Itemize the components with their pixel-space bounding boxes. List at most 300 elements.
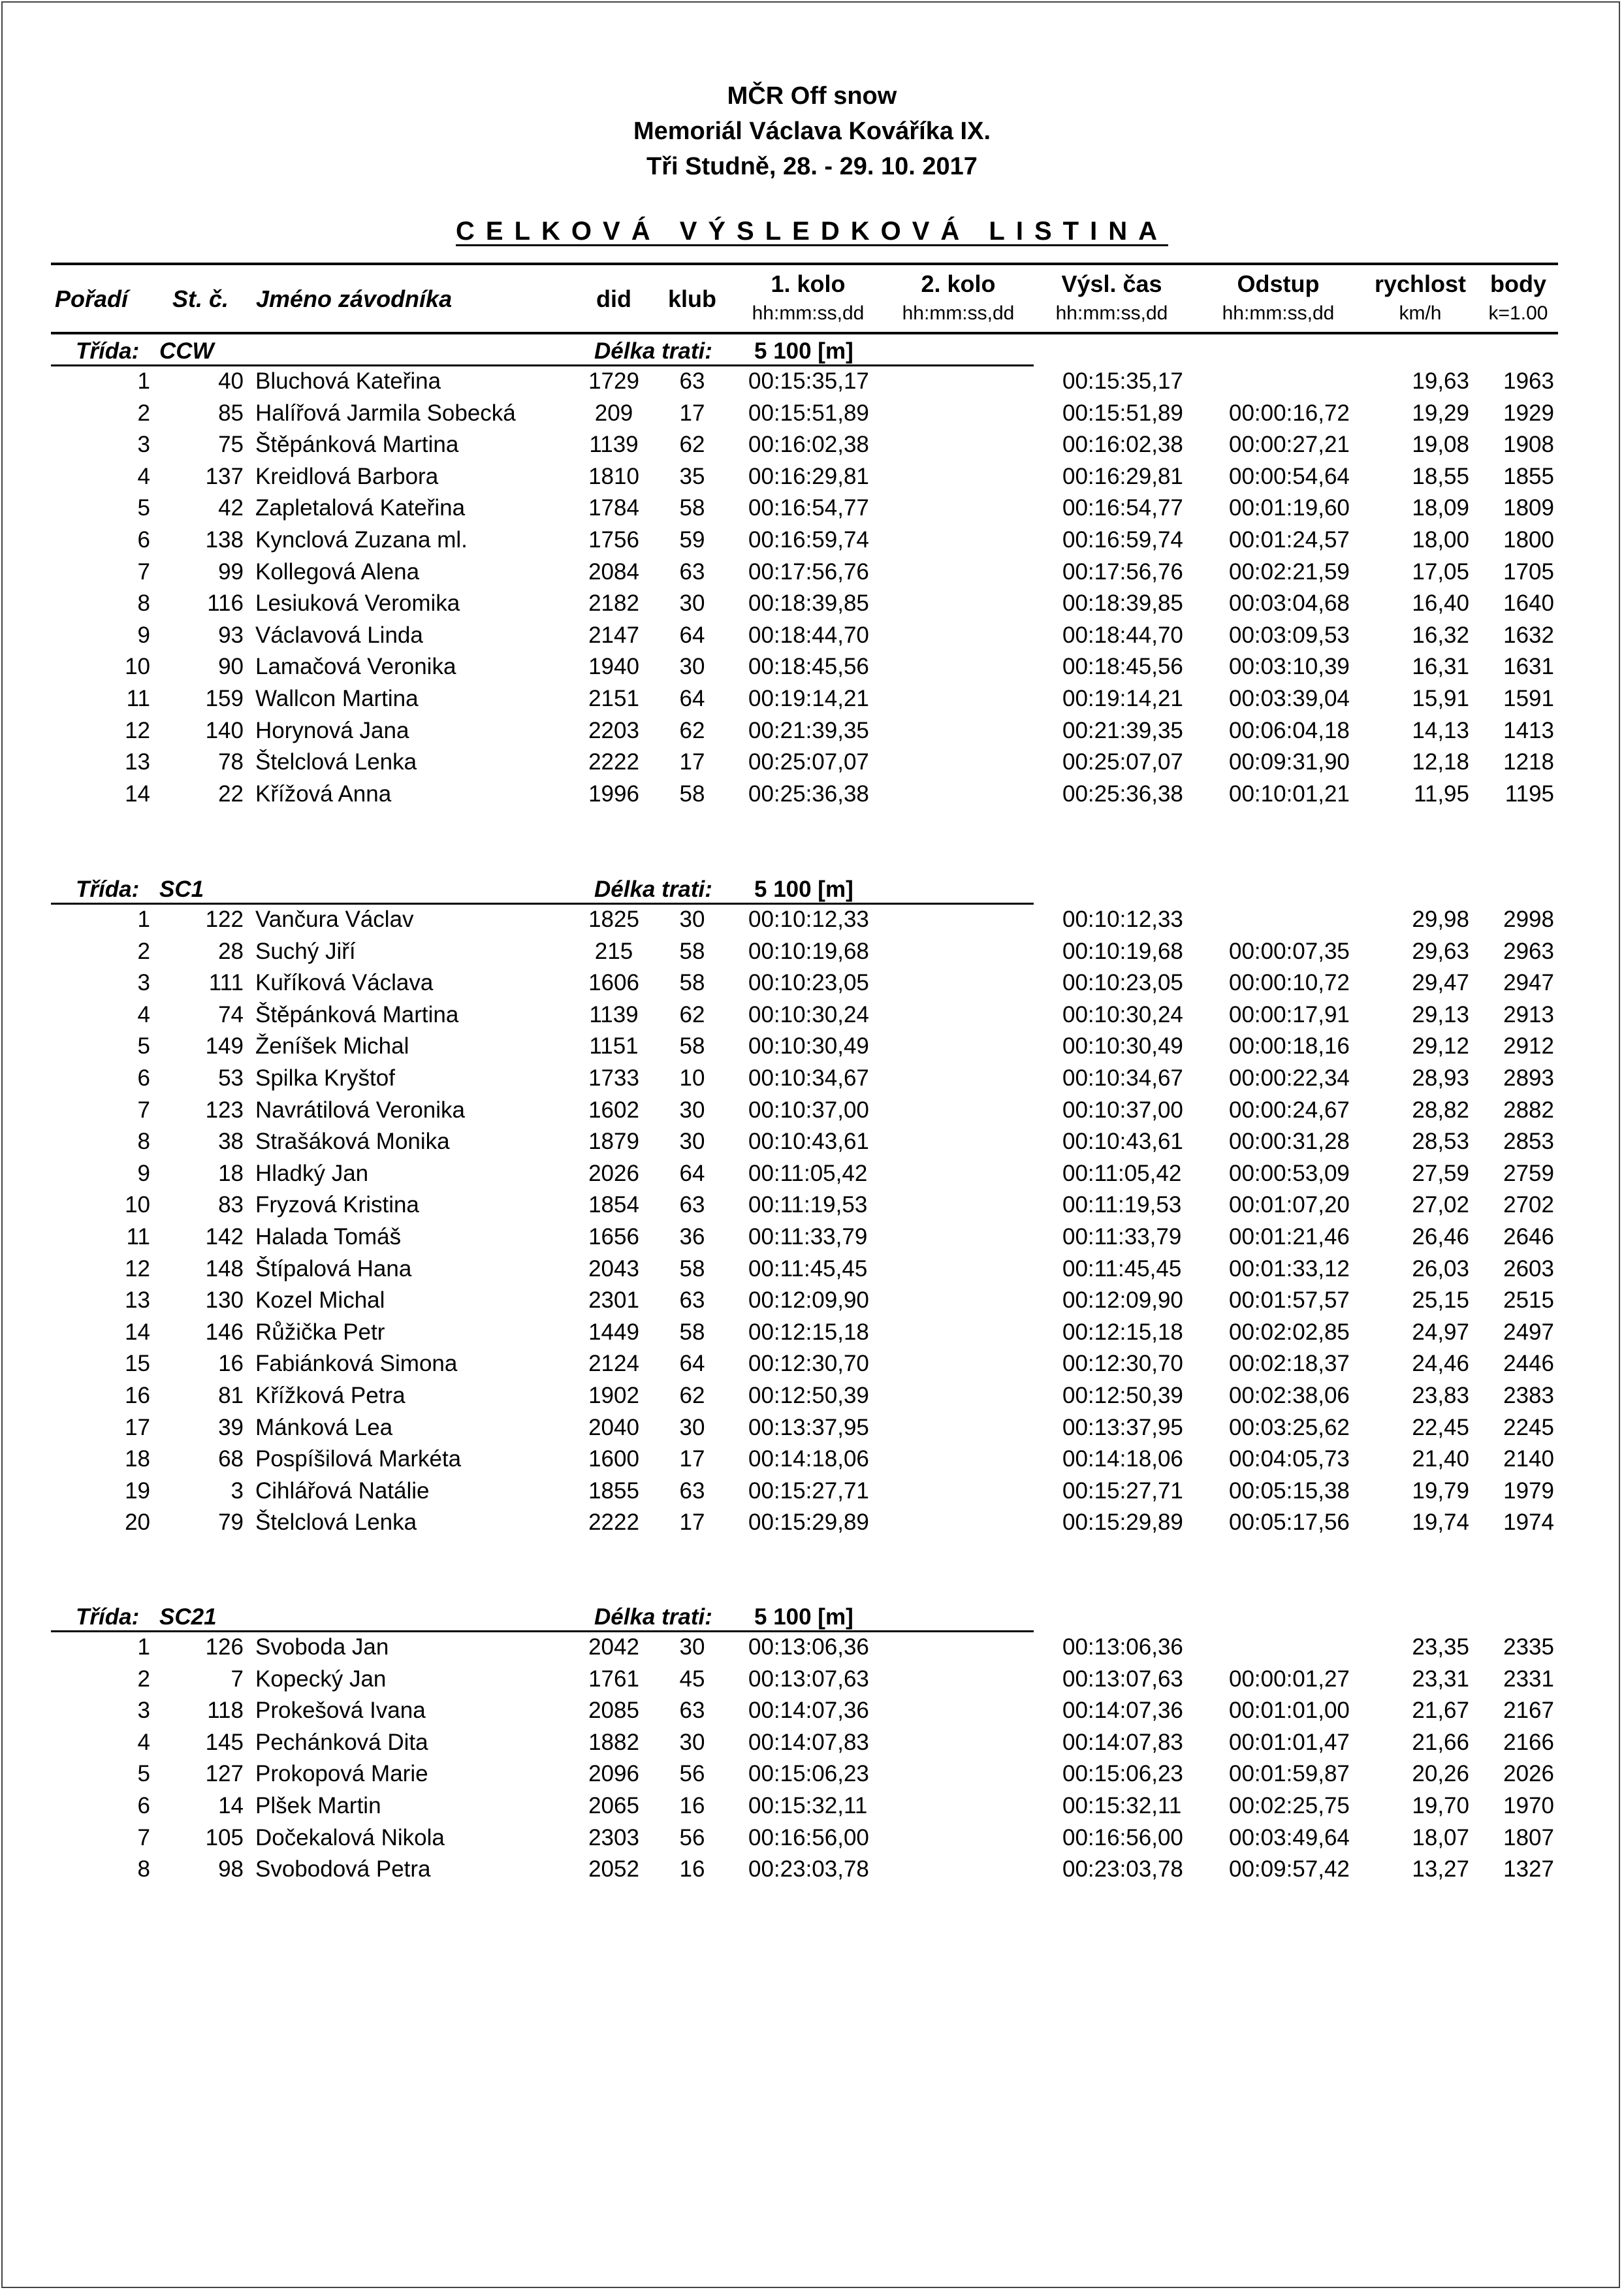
- cell-poradi: 3: [137, 1698, 150, 1724]
- cell-did: 2203: [588, 717, 639, 743]
- result-row: [0, 999, 1624, 1031]
- col-unit-body: k=1.00: [1488, 302, 1548, 324]
- cell-klub: 30: [679, 1097, 705, 1123]
- cell-body: 2166: [1503, 1729, 1554, 1755]
- cell-did: 1825: [588, 907, 639, 932]
- cell-jmeno: Růžička Petr: [255, 1319, 385, 1345]
- result-row: [0, 557, 1624, 588]
- result-row: [0, 1317, 1624, 1348]
- col-unit-odstup: hh:mm:ss,dd: [1222, 302, 1335, 324]
- cell-jmeno: Lamačová Veronika: [255, 654, 456, 680]
- cell-rychlost: 11,95: [1414, 781, 1469, 807]
- cell-stc: 130: [205, 1287, 244, 1314]
- cell-stc: 22: [218, 781, 244, 807]
- cell-jmeno: Suchý Jiří: [255, 938, 356, 964]
- cell-stc: 74: [218, 1001, 244, 1027]
- cell-rychlost: 21,66: [1412, 1729, 1469, 1755]
- cell-klub: 63: [679, 1192, 705, 1218]
- cell-poradi: 19: [125, 1477, 150, 1504]
- cell-vysl: 00:11:05,42: [1062, 1160, 1182, 1186]
- cell-jmeno: Křížková Petra: [255, 1383, 406, 1408]
- cell-klub: 62: [679, 1383, 705, 1408]
- cell-klub: 17: [679, 400, 705, 426]
- cell-rychlost: 19,74: [1412, 1509, 1469, 1536]
- cell-did: 1761: [588, 1666, 639, 1692]
- result-row: [0, 747, 1624, 778]
- cell-rychlost: 23,31: [1412, 1666, 1469, 1692]
- cell-kolo1: 00:17:56,76: [748, 558, 869, 585]
- cell-stc: 93: [218, 622, 244, 648]
- cell-poradi: 13: [125, 749, 150, 775]
- cell-did: 2065: [588, 1793, 639, 1818]
- cell-body: 2759: [1503, 1160, 1554, 1186]
- cell-kolo1: 00:16:56,00: [748, 1824, 869, 1850]
- cell-klub: 64: [679, 622, 705, 648]
- cell-poradi: 17: [125, 1414, 150, 1440]
- cell-stc: 111: [208, 970, 244, 996]
- cell-poradi: 8: [137, 590, 150, 617]
- cell-odstup: 00:03:09,53: [1229, 622, 1350, 648]
- cell-did: 1139: [589, 1001, 639, 1027]
- cell-body: 2335: [1503, 1634, 1554, 1660]
- cell-rychlost: 15,91: [1412, 686, 1469, 711]
- event-subtitle: Memoriál Václava Kováříka IX.: [633, 118, 991, 145]
- cell-kolo1: 00:23:03,78: [748, 1856, 869, 1882]
- cell-stc: 98: [218, 1856, 244, 1882]
- cell-stc: 85: [218, 400, 244, 426]
- cell-rychlost: 28,53: [1412, 1129, 1469, 1155]
- cell-jmeno: Horynová Jana: [255, 717, 409, 743]
- cell-kolo1: 00:10:43,61: [748, 1129, 869, 1155]
- cell-kolo1: 00:13:06,36: [748, 1634, 869, 1660]
- cell-vysl: 00:13:37,95: [1062, 1414, 1183, 1440]
- cell-poradi: 20: [125, 1509, 150, 1536]
- cell-kolo1: 00:21:39,35: [748, 717, 869, 743]
- cell-odstup: 00:01:07,20: [1229, 1192, 1350, 1218]
- cell-odstup: 00:00:24,67: [1229, 1097, 1350, 1123]
- cell-poradi: 18: [125, 1446, 150, 1472]
- cell-did: 1602: [588, 1097, 639, 1123]
- cell-odstup: 00:02:18,37: [1229, 1351, 1350, 1377]
- cell-did: 215: [594, 938, 633, 964]
- cell-odstup: 00:01:33,12: [1229, 1255, 1350, 1282]
- cell-stc: 138: [205, 527, 244, 553]
- result-row: [0, 1507, 1624, 1538]
- cell-kolo1: 00:12:15,18: [748, 1319, 869, 1345]
- cell-did: 2084: [588, 558, 639, 585]
- cell-kolo1: 00:10:34,67: [748, 1065, 869, 1091]
- cell-klub: 58: [679, 1255, 705, 1282]
- cell-vysl: 00:15:27,71: [1062, 1477, 1183, 1504]
- cell-poradi: 2: [137, 938, 150, 964]
- cell-rychlost: 27,02: [1412, 1192, 1469, 1218]
- cell-rychlost: 14,13: [1412, 717, 1469, 743]
- cell-jmeno: Křížová Anna: [255, 781, 392, 807]
- cell-klub: 45: [679, 1666, 705, 1692]
- result-row: [0, 461, 1624, 492]
- result-row: [0, 1664, 1624, 1695]
- cell-klub: 30: [679, 1414, 705, 1440]
- cell-did: 1756: [588, 527, 639, 553]
- cell-vysl: 00:18:45,56: [1062, 654, 1183, 680]
- cell-did: 1733: [588, 1065, 639, 1091]
- cell-rychlost: 24,97: [1412, 1319, 1469, 1345]
- cell-vysl: 00:18:39,85: [1062, 590, 1183, 617]
- cell-jmeno: Halada Tomáš: [255, 1224, 402, 1250]
- result-row: [0, 1031, 1624, 1062]
- cell-poradi: 1: [137, 1634, 150, 1660]
- cell-jmeno: Fryzová Kristina: [255, 1192, 419, 1218]
- cell-vysl: 00:14:18,06: [1062, 1446, 1183, 1472]
- cell-odstup: 00:01:21,46: [1229, 1224, 1350, 1250]
- cell-poradi: 3: [137, 970, 150, 996]
- cell-klub: 58: [679, 781, 705, 807]
- cell-body: 1591: [1503, 686, 1554, 711]
- cell-odstup: 00:02:38,06: [1229, 1383, 1350, 1408]
- cell-kolo1: 00:11:19,53: [748, 1192, 868, 1218]
- cell-klub: 58: [679, 970, 705, 996]
- result-row: [0, 967, 1624, 999]
- cell-vysl: 00:12:15,18: [1062, 1319, 1183, 1345]
- cell-odstup: 00:03:10,39: [1229, 654, 1350, 680]
- section-header: [0, 336, 1624, 367]
- cell-rychlost: 18,55: [1412, 463, 1469, 489]
- result-row: [0, 904, 1624, 935]
- cell-poradi: 13: [125, 1287, 150, 1314]
- result-row: [0, 429, 1624, 460]
- col-header-vysl: Výsl. čas: [1061, 270, 1162, 297]
- cell-poradi: 6: [137, 1793, 150, 1818]
- cell-stc: 137: [205, 463, 244, 489]
- cell-rychlost: 28,82: [1412, 1097, 1469, 1123]
- cell-odstup: 00:01:57,57: [1229, 1287, 1350, 1314]
- length-label: Délka trati:: [594, 338, 712, 364]
- cell-kolo1: 00:14:07,83: [748, 1729, 869, 1755]
- cell-klub: 58: [679, 495, 705, 521]
- cell-did: 2301: [588, 1287, 639, 1314]
- result-row: [0, 936, 1624, 967]
- cell-body: 1963: [1503, 368, 1554, 394]
- result-row: [0, 1790, 1624, 1822]
- cell-vysl: 00:10:19,68: [1062, 938, 1183, 964]
- cell-did: 1139: [589, 432, 639, 458]
- cell-rychlost: 26,03: [1412, 1255, 1469, 1282]
- cell-jmeno: Ženíšek Michal: [255, 1033, 409, 1059]
- cell-rychlost: 17,05: [1412, 558, 1469, 585]
- result-row: [0, 1285, 1624, 1316]
- cell-vysl: 00:13:06,36: [1062, 1634, 1183, 1660]
- cell-did: 1902: [588, 1383, 639, 1408]
- cell-vysl: 00:16:29,81: [1062, 463, 1183, 489]
- cell-kolo1: 00:15:35,17: [748, 368, 869, 394]
- result-row: [0, 1822, 1624, 1854]
- cell-klub: 64: [679, 1160, 705, 1186]
- cell-klub: 62: [679, 432, 705, 458]
- cell-klub: 58: [679, 1033, 705, 1059]
- cell-stc: 42: [218, 495, 244, 521]
- cell-vysl: 00:21:39,35: [1062, 717, 1183, 743]
- cell-kolo1: 00:11:33,79: [748, 1224, 868, 1250]
- cell-jmeno: Kopecký Jan: [255, 1666, 387, 1692]
- cell-did: 2026: [588, 1160, 639, 1186]
- cell-kolo1: 00:25:07,07: [748, 749, 869, 775]
- cell-klub: 30: [679, 907, 705, 932]
- cell-klub: 16: [679, 1856, 705, 1882]
- cell-klub: 64: [679, 686, 705, 711]
- section-header: [0, 874, 1624, 905]
- col-header-did: did: [596, 285, 631, 312]
- results-title: CELKOVÁ VÝSLEDKOVÁ LISTINA: [456, 217, 1168, 246]
- cell-body: 1970: [1503, 1793, 1554, 1818]
- cell-klub: 30: [679, 654, 705, 680]
- header-bottom-rule: [51, 332, 1558, 334]
- cell-rychlost: 29,63: [1412, 938, 1469, 964]
- cell-rychlost: 29,13: [1412, 1001, 1469, 1027]
- cell-kolo1: 00:16:59,74: [748, 527, 869, 553]
- col-header-body: body: [1490, 270, 1546, 297]
- cell-odstup: 00:05:17,56: [1229, 1509, 1350, 1536]
- cell-stc: 116: [207, 590, 244, 617]
- cell-rychlost: 19,29: [1412, 400, 1469, 426]
- length-value: 5 100 [m]: [754, 1604, 853, 1630]
- cell-kolo1: 00:18:39,85: [748, 590, 869, 617]
- cell-poradi: 4: [137, 1001, 150, 1027]
- cell-jmeno: Dočekalová Nikola: [255, 1824, 445, 1850]
- cell-kolo1: 00:19:14,21: [748, 686, 869, 711]
- col-header-poradi: Pořadí: [55, 285, 129, 312]
- cell-klub: 62: [679, 717, 705, 743]
- cell-did: 1784: [588, 495, 639, 521]
- cell-klub: 56: [679, 1761, 705, 1787]
- cell-did: 2151: [588, 686, 639, 711]
- cell-stc: 149: [205, 1033, 244, 1059]
- cell-vysl: 00:15:51,89: [1062, 400, 1183, 426]
- cell-klub: 35: [679, 463, 705, 489]
- cell-kolo1: 00:16:54,77: [748, 495, 869, 521]
- cell-did: 1606: [588, 970, 639, 996]
- cell-vysl: 00:12:30,70: [1062, 1351, 1183, 1377]
- cell-body: 1218: [1503, 749, 1554, 775]
- cell-odstup: 00:03:49,64: [1229, 1824, 1350, 1850]
- cell-jmeno: Štípalová Hana: [255, 1255, 412, 1282]
- cell-body: 1327: [1503, 1856, 1554, 1882]
- cell-vysl: 00:12:09,90: [1062, 1287, 1183, 1314]
- cell-odstup: 00:01:19,60: [1229, 495, 1350, 521]
- cell-did: 2096: [588, 1761, 639, 1787]
- cell-poradi: 7: [137, 1097, 150, 1123]
- cell-odstup: 00:03:25,62: [1229, 1414, 1350, 1440]
- col-header-klub: klub: [667, 285, 716, 312]
- cell-jmeno: Kynclová Zuzana ml.: [255, 527, 468, 553]
- cell-body: 1929: [1503, 400, 1554, 426]
- cell-kolo1: 00:18:45,56: [748, 654, 869, 680]
- cell-odstup: 00:09:31,90: [1229, 749, 1350, 775]
- cell-did: 2303: [588, 1824, 639, 1850]
- cell-rychlost: 19,79: [1412, 1477, 1469, 1504]
- cell-klub: 17: [679, 1446, 705, 1472]
- cell-kolo1: 00:15:27,71: [748, 1477, 869, 1504]
- result-row: [0, 683, 1624, 715]
- cell-body: 1855: [1503, 463, 1554, 489]
- cell-rychlost: 29,12: [1412, 1033, 1469, 1059]
- cell-odstup: 00:09:57,42: [1229, 1856, 1350, 1882]
- cell-kolo1: 00:10:30,49: [748, 1033, 869, 1059]
- cell-body: 1705: [1503, 558, 1554, 585]
- cell-rychlost: 13,27: [1412, 1856, 1469, 1882]
- cell-klub: 10: [679, 1065, 705, 1091]
- col-unit-vysl: hh:mm:ss,dd: [1055, 302, 1168, 324]
- result-row: [0, 779, 1624, 810]
- cell-odstup: 00:01:01,47: [1229, 1729, 1350, 1755]
- cell-poradi: 11: [126, 686, 150, 711]
- cell-poradi: 12: [125, 1255, 150, 1282]
- cell-stc: 122: [205, 907, 244, 932]
- cell-rychlost: 28,93: [1412, 1065, 1469, 1091]
- result-row: [0, 1412, 1624, 1444]
- cell-odstup: 00:00:01,27: [1229, 1666, 1350, 1692]
- event-location-date: Tři Studně, 28. - 29. 10. 2017: [646, 153, 978, 180]
- cell-jmeno: Svobodová Petra: [255, 1856, 431, 1882]
- cell-vysl: 00:15:35,17: [1062, 368, 1183, 394]
- cell-poradi: 10: [125, 654, 150, 680]
- cell-odstup: 00:00:54,64: [1229, 463, 1350, 489]
- cell-stc: 3: [231, 1477, 244, 1504]
- cell-poradi: 1: [137, 368, 150, 394]
- cell-stc: 38: [218, 1129, 244, 1155]
- class-label: Třída:: [76, 1604, 140, 1630]
- cell-kolo1: 00:10:23,05: [748, 970, 869, 996]
- cell-stc: 81: [218, 1383, 244, 1408]
- cell-stc: 145: [205, 1729, 244, 1755]
- cell-body: 2245: [1503, 1414, 1554, 1440]
- cell-klub: 30: [679, 1729, 705, 1755]
- result-row: [0, 651, 1624, 683]
- cell-did: 209: [594, 400, 633, 426]
- cell-vysl: 00:10:30,49: [1062, 1033, 1183, 1059]
- cell-stc: 146: [205, 1319, 244, 1345]
- cell-jmeno: Kuříková Václava: [255, 970, 434, 996]
- col-unit-kolo2: hh:mm:ss,dd: [902, 302, 1015, 324]
- cell-jmeno: Václavová Linda: [255, 622, 423, 648]
- cell-did: 1854: [588, 1192, 639, 1218]
- cell-stc: 75: [218, 432, 244, 458]
- cell-stc: 90: [218, 654, 244, 680]
- section-header: [0, 1602, 1624, 1633]
- cell-odstup: 00:04:05,73: [1229, 1446, 1350, 1472]
- cell-did: 1810: [588, 463, 639, 489]
- cell-body: 2026: [1503, 1761, 1554, 1787]
- result-row: [0, 492, 1624, 524]
- result-row: [0, 1380, 1624, 1412]
- cell-rychlost: 27,59: [1412, 1160, 1469, 1186]
- cell-klub: 59: [679, 527, 705, 553]
- cell-poradi: 5: [137, 1761, 150, 1787]
- cell-kolo1: 00:16:02,38: [748, 432, 869, 458]
- cell-body: 1979: [1503, 1477, 1554, 1504]
- cell-rychlost: 12,18: [1412, 749, 1469, 775]
- cell-klub: 58: [679, 938, 705, 964]
- class-name: SC1: [159, 877, 204, 902]
- cell-rychlost: 25,15: [1412, 1287, 1469, 1314]
- cell-poradi: 16: [125, 1383, 150, 1408]
- result-row: [0, 398, 1624, 429]
- cell-klub: 16: [679, 1793, 705, 1818]
- cell-kolo1: 00:10:30,24: [748, 1001, 869, 1027]
- cell-odstup: 00:01:24,57: [1229, 527, 1350, 553]
- result-row: [0, 1348, 1624, 1380]
- cell-jmeno: Prokešová Ivana: [255, 1698, 426, 1724]
- cell-rychlost: 19,63: [1412, 368, 1469, 394]
- cell-odstup: 00:00:17,91: [1229, 1001, 1350, 1027]
- cell-rychlost: 21,67: [1412, 1698, 1469, 1724]
- cell-jmeno: Vančura Václav: [255, 907, 414, 932]
- cell-rychlost: 26,46: [1412, 1224, 1469, 1250]
- cell-rychlost: 23,35: [1412, 1634, 1469, 1660]
- cell-rychlost: 16,32: [1412, 622, 1469, 648]
- cell-did: 1882: [588, 1729, 639, 1755]
- cell-poradi: 6: [137, 527, 150, 553]
- cell-did: 1449: [588, 1319, 639, 1345]
- event-title: MČR Off snow: [727, 82, 897, 110]
- cell-did: 2052: [588, 1856, 639, 1882]
- cell-poradi: 6: [137, 1065, 150, 1091]
- cell-poradi: 11: [126, 1224, 150, 1250]
- cell-kolo1: 00:10:37,00: [748, 1097, 869, 1123]
- cell-odstup: 00:00:27,21: [1229, 432, 1350, 458]
- cell-stc: 105: [205, 1824, 244, 1850]
- cell-odstup: 00:10:01,21: [1229, 781, 1350, 807]
- cell-body: 2702: [1503, 1192, 1554, 1218]
- cell-body: 2331: [1503, 1666, 1554, 1692]
- length-label: Délka trati:: [594, 877, 712, 902]
- cell-rychlost: 19,70: [1412, 1793, 1469, 1818]
- cell-body: 2167: [1503, 1698, 1554, 1724]
- cell-body: 1908: [1503, 432, 1554, 458]
- cell-kolo1: 00:14:07,36: [748, 1698, 869, 1724]
- cell-body: 2963: [1503, 938, 1554, 964]
- cell-klub: 62: [679, 1001, 705, 1027]
- cell-vysl: 00:16:59,74: [1062, 527, 1183, 553]
- cell-jmeno: Cihlářová Natálie: [255, 1477, 430, 1504]
- cell-vysl: 00:11:33,79: [1062, 1224, 1182, 1250]
- cell-did: 1996: [588, 781, 639, 807]
- cell-stc: 39: [218, 1414, 244, 1440]
- cell-vysl: 00:15:32,11: [1062, 1793, 1182, 1818]
- cell-did: 2042: [588, 1634, 639, 1660]
- col-unit-rychlost: km/h: [1399, 302, 1442, 324]
- cell-kolo1: 00:13:37,95: [748, 1414, 869, 1440]
- result-row: [0, 1095, 1624, 1126]
- cell-kolo1: 00:15:06,23: [748, 1761, 869, 1787]
- cell-rychlost: 29,98: [1412, 907, 1469, 932]
- header-top-rule: [51, 263, 1558, 265]
- cell-stc: 16: [218, 1351, 244, 1377]
- cell-jmeno: Prokopová Marie: [255, 1761, 428, 1787]
- cell-kolo1: 00:15:29,89: [748, 1509, 869, 1536]
- cell-stc: 18: [218, 1160, 244, 1186]
- cell-rychlost: 18,07: [1412, 1824, 1469, 1850]
- cell-body: 2446: [1503, 1351, 1554, 1377]
- cell-poradi: 8: [137, 1129, 150, 1155]
- cell-vysl: 00:10:37,00: [1062, 1097, 1183, 1123]
- cell-kolo1: 00:10:19,68: [748, 938, 869, 964]
- cell-body: 1413: [1503, 717, 1554, 743]
- cell-poradi: 10: [125, 1192, 150, 1218]
- cell-jmeno: Zapletalová Kateřina: [255, 495, 466, 521]
- cell-odstup: 00:06:04,18: [1229, 717, 1350, 743]
- result-row: [0, 1695, 1624, 1726]
- cell-vysl: 00:10:30,24: [1062, 1001, 1183, 1027]
